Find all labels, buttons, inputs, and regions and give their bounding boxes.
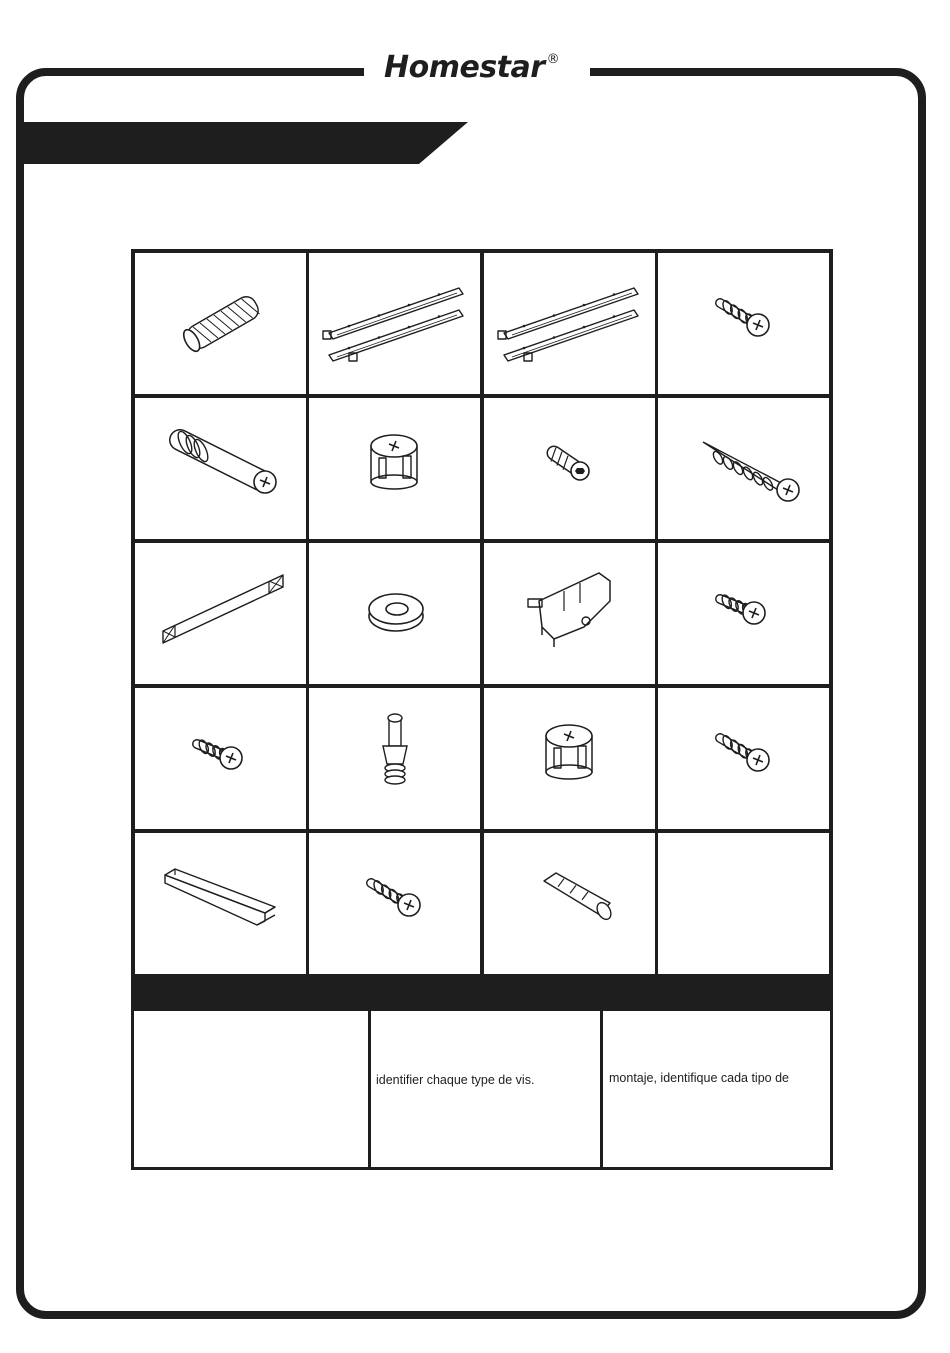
hardware-cell [658,398,829,539]
hardware-cell [658,253,829,394]
hardware-cell [309,398,480,539]
hardware-cell [484,398,655,539]
long-wood-screw-icon [658,398,829,539]
drawer-slide-pair-icon [309,253,480,394]
hardware-cell [658,688,829,829]
wall-anchor-icon [484,833,655,974]
registered-mark: ® [546,52,560,67]
cam-lock-icon [309,398,480,539]
notes-col-spanish [600,1010,833,1167]
note-text-french: identifier chaque type de vis. [376,1073,535,1087]
flat-head-screw-icon [658,688,829,829]
cam-lock-icon [484,688,655,829]
shelf-bracket-icon [484,543,655,684]
hardware-cell [135,398,306,539]
brand-logo [384,50,559,85]
pan-head-screw-icon [135,688,306,829]
hardware-cell [484,253,655,394]
l-bracket-icon [135,833,306,974]
flat-head-screw-icon [658,253,829,394]
drawer-slide-pair-icon [484,253,655,394]
hardware-grid [131,249,833,978]
hardware-cell [135,833,306,974]
cam-bolt-icon [135,398,306,539]
hardware-cell [135,688,306,829]
hardware-cell [309,253,480,394]
pan-head-screw-icon [658,543,829,684]
hardware-cell [309,688,480,829]
hardware-cell [484,688,655,829]
brand-name: Homestar [384,50,545,85]
notes-col-french [368,1010,600,1167]
cam-post-icon [309,688,480,829]
hardware-cell [658,543,829,684]
hardware-cell [309,833,480,974]
hardware-cell [135,253,306,394]
notes-col-english [134,1010,368,1167]
wood-dowel-icon [135,253,306,394]
hardware-cell [484,543,655,684]
notes-table [131,1010,833,1170]
notes-header-bar [131,975,833,1011]
strap-icon [135,543,306,684]
hardware-cell [309,543,480,684]
allen-key-icon [658,833,829,974]
washer-icon [309,543,480,684]
flat-head-screw-icon [309,833,480,974]
hardware-cell [484,833,655,974]
hardware-cell [135,543,306,684]
hex-bolt-icon [484,398,655,539]
note-text-spanish: montaje, identifique cada tipo de [609,1071,789,1085]
hardware-cell [658,833,829,974]
section-banner [24,122,468,164]
